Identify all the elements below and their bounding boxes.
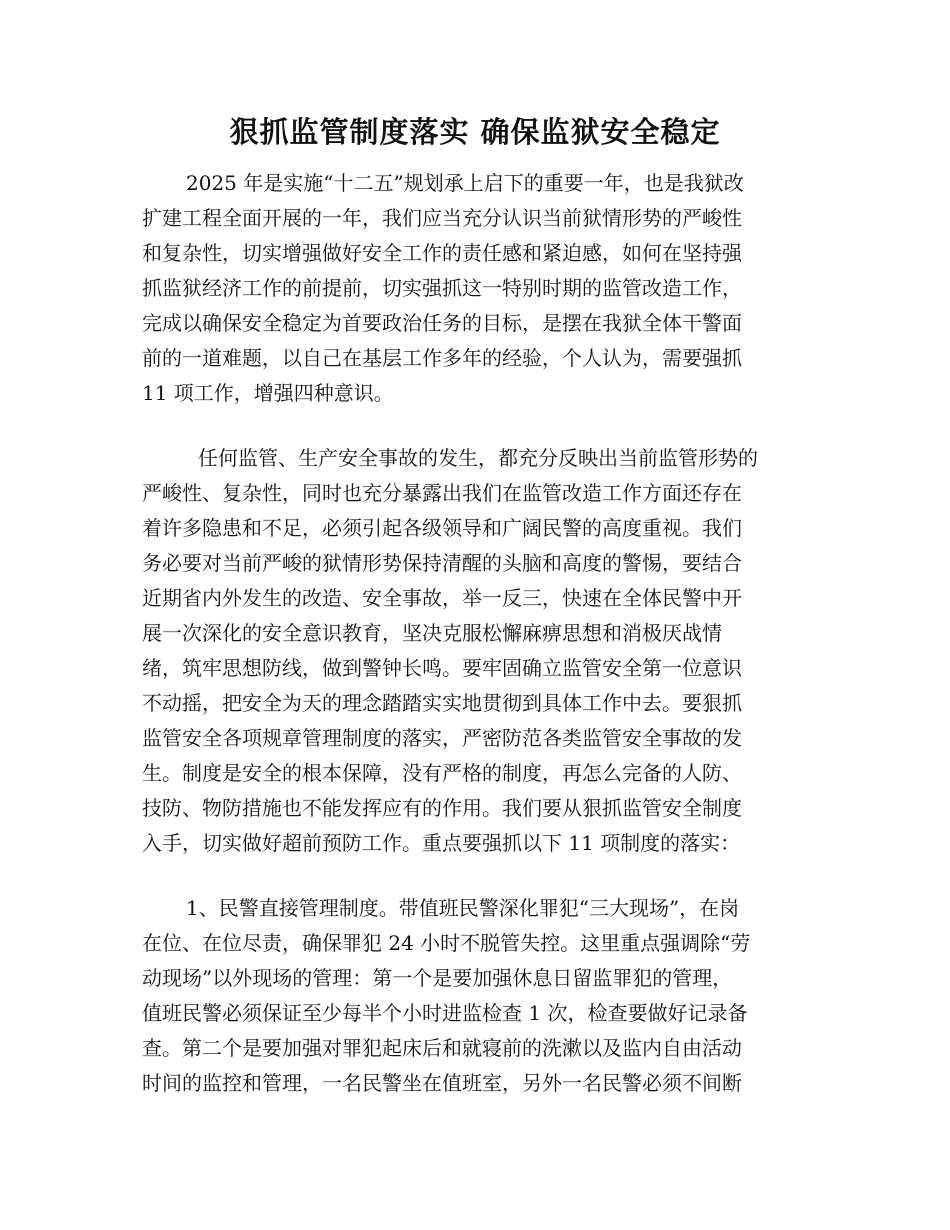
document-title: 狠抓监管制度落实 确保监狱安全稳定 [229, 115, 721, 149]
paragraph-line: 入手，切实做好超前预防工作。重点要强抓以下 11 项制度的落实： [142, 831, 741, 855]
paragraph-line: 抓监狱经济工作的前提前，切实强抓这一特别时期的监管改造工作， [142, 276, 742, 300]
paragraph-line: 不动摇，把安全为天的理念踏踏实实地贯彻到具体工作中去。要狠抓 [142, 691, 742, 715]
paragraph-line: 务必要对当前严峻的狱情形势保持清醒的头脑和高度的警惕，要结合 [142, 551, 742, 575]
paragraph-line: 近期省内外发生的改造、安全事故，举一反三，快速在全体民警中开 [142, 586, 742, 610]
paragraph-line: 任何监管、生产安全事故的发生，都充分反映出当前监管形势的 [198, 446, 758, 470]
paragraph-line: 1、民警直接管理制度。带值班民警深化罪犯“三大现场”，在岗 [186, 896, 740, 920]
paragraph-line: 时间的监控和管理，一名民警坐在值班室，另外一名民警必须不间断 [142, 1071, 742, 1095]
paragraph-line: 2025 年是实施“十二五”规划承上启下的重要一年，也是我狱改 [186, 171, 744, 195]
paragraph-line: 查。第二个是要加强对罪犯起床后和就寝前的洗漱以及监内自由活动 [142, 1036, 742, 1060]
paragraph-line: 绪，筑牢思想防线，做到警钟长鸣。要牢固确立监管安全第一位意识 [142, 656, 742, 680]
paragraph-line: 生。制度是安全的根本保障，没有严格的制度，再怎么完备的人防、 [142, 761, 742, 785]
paragraph-line: 严峻性、复杂性，同时也充分暴露出我们在监管改造工作方面还存在 [142, 481, 742, 505]
paragraph-line: 动现场”以外现场的管理：第一个是要加强休息日留监罪犯的管理， [142, 966, 733, 990]
paragraph-line: 前的一道难题，以自己在基层工作多年的经验，个人认为，需要强抓 [142, 346, 742, 370]
paragraph-line: 完成以确保安全稳定为首要政治任务的目标，是摆在我狱全体干警面 [142, 311, 742, 335]
paragraph-line: 展一次深化的安全意识教育，坚决克服松懈麻痹思想和消极厌战情 [142, 621, 722, 645]
paragraph-line: 11 项工作，增强四种意识。 [142, 381, 394, 405]
paragraph-line: 扩建工程全面开展的一年，我们应当充分认识当前狱情形势的严峻性 [142, 206, 742, 230]
paragraph-line: 着许多隐患和不足，必须引起各级领导和广阔民警的高度重视。我们 [142, 516, 742, 540]
paragraph-line: 在位、在位尽责，确保罪犯 24 小时不脱管失控。这里重点强调除“劳 [142, 931, 751, 955]
paragraph-line: 监管安全各项规章管理制度的落实，严密防范各类监管安全事故的发 [142, 726, 742, 750]
paragraph-line: 值班民警必须保证至少每半个小时进监检查 1 次，检查要做好记录备 [142, 1001, 748, 1025]
paragraph-line: 和复杂性，切实增强做好安全工作的责任感和紧迫感，如何在坚持强 [142, 241, 742, 265]
paragraph-line: 技防、物防措施也不能发挥应有的作用。我们要从狠抓监管安全制度 [142, 796, 742, 820]
